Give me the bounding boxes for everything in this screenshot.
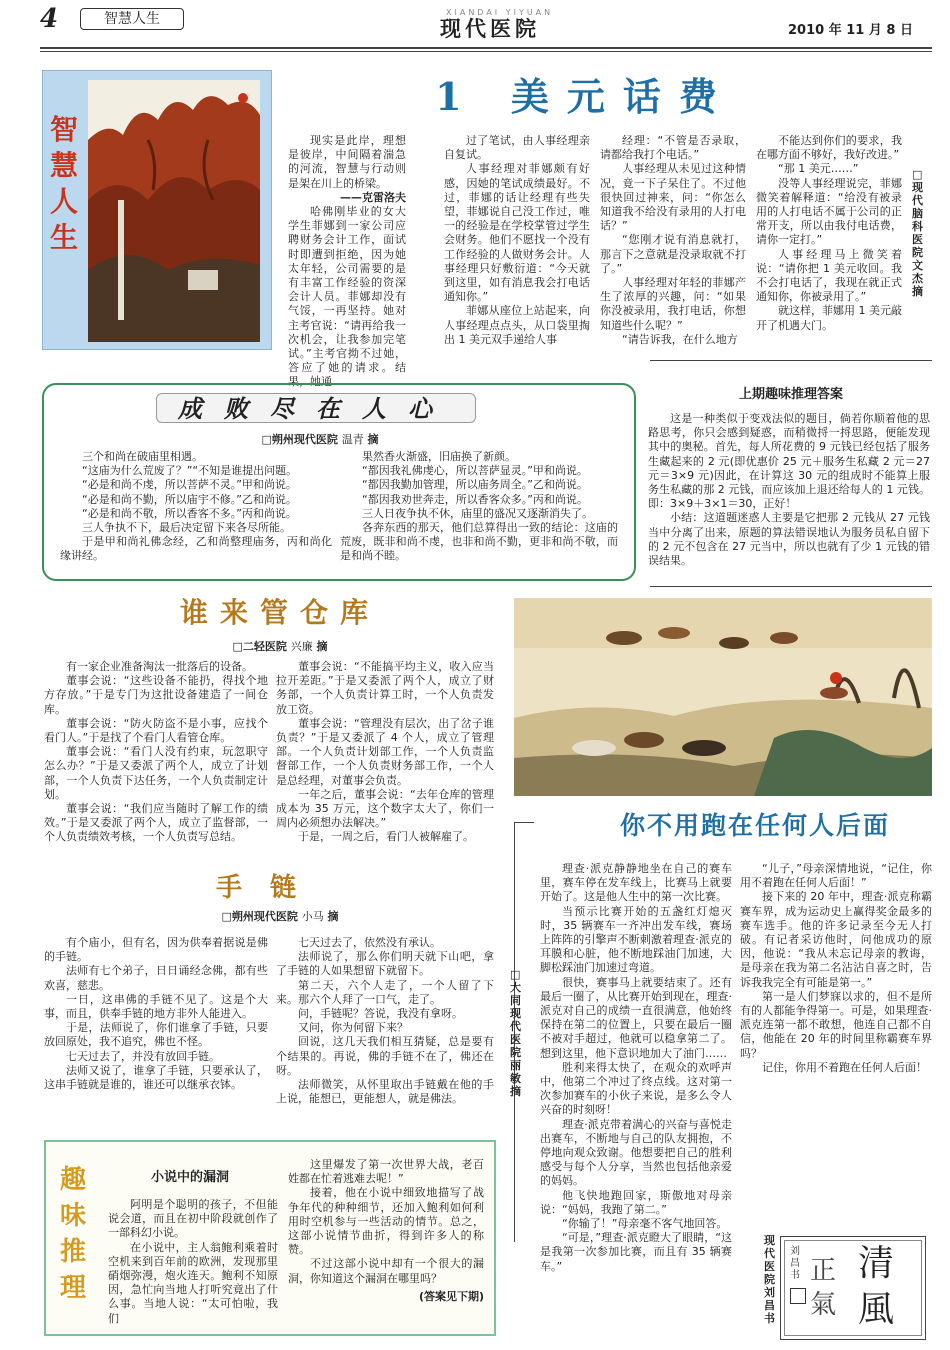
a2-paragraph: “都因我勤加管理，所以庙务周全。”乙和尚说。 [362, 478, 588, 492]
a6-paragraph: 很快，赛事马上就要结束了。还有最后一圈了，从比赛开始到现在，理查·派克对自己的成绩一直很满意，他始终保持在第二的位置上，只要在最后一圈不被对手超过，他就可以稳拿第二了。想到这里，他下意识地加大了油门…… [540, 975, 732, 1060]
a6-paragraph: 第一是人们梦寐以求的，但不是所有的人都能争得第一。可是，如果理查·派克连第一都不敢想，他连自己都不自信，他能在 20 年的时间里称霸赛车界吗？ [740, 989, 932, 1060]
a2-paragraph: 三人日夜争执不休，庙里的盛况又逐渐消失了。 [362, 506, 593, 520]
a5-title: 手链 [215, 873, 324, 903]
a5-paragraph: 七天过去了，依然没有承认。 [298, 936, 441, 949]
banner-label: 智慧人生 [50, 113, 79, 254]
a2-paragraph: 三个和尚在破庙里相遇。 [82, 450, 203, 463]
a4-paragraph: 有一家企业准备淘汰一批落后的设备。 [66, 660, 253, 673]
a6-col1 [540, 862, 732, 1274]
a2-col1 [60, 450, 332, 564]
article-title-one-dollar: 1 美元话费 [435, 74, 735, 119]
a3-title: 上期趣味推理答案 [738, 387, 843, 402]
a7-title: 小说中的漏洞 [150, 1170, 229, 1185]
a4-byline-act: 摘 [316, 640, 328, 653]
a2-paragraph: 各奔东西的那天，他们总算得出一致的结论：这庙的荒废，既非和尚不虔，也非和尚不勤，更非和尚不敬，而是和尚不睦。 [340, 521, 618, 563]
a4-byline-org: □二轻医院 [232, 640, 287, 653]
a5-paragraph: 法师又说了，谁拿了手链，只要承认了，这串手链就是谁的，谁还可以继承衣钵。 [44, 1063, 268, 1092]
a2-paragraph: “必是和尚不敬，所以香客不多。”丙和尚说。 [82, 506, 297, 520]
a1-paragraph: 经理：“不管是否录取，请都给我打个电话。” [600, 134, 746, 162]
a1-byline-vertical: □现代脑科医院 文杰 摘 [912, 168, 923, 298]
a5-byline-org: □朔州现代医院 [221, 910, 298, 923]
a7-paragraph: 接着，他在小说中细致地描写了战争年代的种种细节，还加入鲍利如何利用时空机参与一些活动的情节。总之，这部小说情节曲折，得到许多人的称赞。 [288, 1186, 484, 1257]
a1-paragraph: 没等人事经理说完，菲娜微笑着解释道：“给没有被录用的人打电话不属于公司的正常开支，所以由我付电话费，请你一定打。” [756, 176, 902, 247]
a6-paragraph: 记住，你用不着跑在任何人后面！ [762, 1060, 927, 1074]
a2-byline-org: □朔州现代医院 [261, 433, 338, 446]
a3-rule-bottom [650, 586, 932, 587]
a6-title: 你不用跑在任何人后面 [619, 811, 890, 840]
a5-paragraph: 七天过去了，并没有放回手链。 [66, 1049, 220, 1063]
a7-col1 [108, 1198, 278, 1326]
a1-col2 [444, 134, 590, 347]
a4-byline [160, 640, 400, 654]
a1-paragraph: 人事经理对年轻的菲娜产生了浓厚的兴趣，问：“如果你没被录用，我打电话，你想知道些什么呢？” [600, 276, 746, 332]
a7-paragraph: 不过这部小说中却有一个很大的漏洞，你知道这个漏洞在哪里吗？ [288, 1257, 484, 1285]
a2-col2 [340, 450, 618, 564]
a5-col1 [44, 936, 268, 1092]
a6-paragraph: “你输了！”母亲毫不客气地回答。 [562, 1217, 728, 1231]
a1-paragraph: 人事经理对菲娜颇有好感，因她的笔试成绩最好。不过，菲娜的话让经理有些失望，菲娜说自己没工作过，唯一的经验是在学校掌管过学生会财务。他们不愿找一个没有工作经验的人做财务会计。人事经理只好敷衍道：“今天就到这里，如有消息我会打电话通知你。” [444, 162, 590, 304]
a1-paragraph: 菲娜从座位上站起来，向人事经理点点头，从口袋里掏出 1 美元双手递给人事 [444, 304, 590, 346]
a5-paragraph: 第二天，六个人走了，一个人留了下来。那六个人拜了一口气，走了。 [276, 978, 494, 1006]
a2-paragraph: “必是和尚不虔，所以菩萨不灵。”甲和尚说。 [82, 478, 297, 492]
a2-paragraph: “都因我礼佛虔心，所以菩萨显灵。”甲和尚说。 [362, 464, 588, 478]
paper-pinyin: XIANDAI YIYUAN [446, 8, 554, 17]
a2-byline-name: 温青 [341, 433, 364, 446]
a2-byline-act: 摘 [367, 433, 379, 446]
a2-paragraph: 三人争执不下，最后决定留下来各尽所能。 [82, 521, 291, 535]
header-rule-thin [40, 51, 932, 52]
a4-paragraph: 董事会说：“我们应当随时了解工作的绩效。”于是又委派了两个人，成立了监督部，一个人负责绩效考核，一个人负责写总结。 [44, 802, 268, 844]
a1-paragraph: “您刚才说有消息就打，那言下之意就是没录取就不打了。” [600, 233, 746, 275]
calligraphy-char: 氣 [810, 1290, 837, 1320]
a5-paragraph: 一日，这串佛的手链不见了。这是个大事，而且，供奉手链的地方非外人能进入。 [44, 992, 268, 1021]
a7-paragraph: 在小说中，主人翁鲍利乘着时空机来到百年前的欧洲，发现那里硝烟弥漫，炮火连天。鲍利不知原因，急忙向当地人打听究竟出了什么事。当地人说：“太可怕啦，我们 [108, 1240, 278, 1325]
a1-quote-author: ——克雷洛夫 [340, 190, 406, 204]
a3-body [648, 412, 930, 568]
a4-byline-name: 兴廉 [290, 640, 313, 653]
a1-col4 [756, 134, 902, 333]
a2-paragraph: 于是甲和尚礼佛念经，乙和尚整理庙务，丙和尚化缘讲经。 [60, 535, 332, 563]
a2-paragraph: “都因我劝世奔走，所以香客众多。”丙和尚说。 [362, 492, 588, 506]
a5-paragraph: 法师说了，那么你们明天就下山吧，拿了手链的人如果想留下就留下。 [276, 950, 494, 978]
a1-paragraph: 人事经理从未见过这种情况，竟一下子呆住了。不过他很快回过神来，问：“你怎么知道我不给没有录用的人打电话？” [600, 162, 746, 233]
a5-paragraph: 法师微笑，从怀里取出手链戴在他的手上说，能想已，更能想人，就是佛法。 [276, 1078, 494, 1106]
a4-paragraph: 于是，一周之后，看门人被解雇了。 [298, 830, 474, 844]
a6-paragraph: “儿子，”母亲深情地说，“记住，你用不着跑在任何人后面！” [740, 862, 932, 890]
a6-paragraph: 当预示比赛开始的五盏红灯熄灭时，35 辆赛车一齐冲出发车线，赛场上阵阵的引擎声不断刺激着理查·派克的耳膜和心脏，他不断地踩油门加速，大脚松踩油门加速过弯道。 [540, 904, 732, 975]
a5-paragraph: 有个庙小，但有名，因为供奉着据说是佛的手链。 [44, 936, 268, 964]
a6-paragraph: 胜利来得太快了，在观众的欢呼声中，他第二个冲过了终点线。这对第一次参加赛车的小伙子来说，是多么令人兴奋的时刻呀！ [540, 1060, 732, 1117]
a6-paragraph: “可是，”理查·派克瞪大了眼睛，“这是我第一次参加比赛，而且有 35 辆赛车。” [540, 1231, 732, 1273]
a5-paragraph: 回说，这几天我们相互猜疑，总是要有个结果的。再说，佛的手链不在了，佛还在呀。 [276, 1035, 494, 1077]
calligraphy-char: 清 [858, 1243, 895, 1284]
a2-title: 成败尽在人心 [178, 394, 454, 423]
a6-byline-vertical: □大同现代医院 丽敏 摘 [510, 968, 521, 1098]
a1-paragraph: 不能达到你们的要求，我在哪方面不够好，我好改进。” [756, 134, 902, 162]
a3-paragraph: 这是一种类似于变戏法似的题目，倘若你顺着他的思路思考，你只会感到疑惑，而稍微捋一捋思路，便能发现其中的奥秘。首先，每人所花费的 9 元钱已经包括了服务生藏起来的 2 元(即优惠价 25 元＋服务生私藏 2 元＝27 元＝3×9 元)因此，在计算这 30 元的组成时不能算上服务生私藏的那 2 元钱，而应该加上退还给每人的 1 元钱。即：3×9＋3×1＝30，正好！ [648, 412, 930, 511]
a1-col1 [288, 134, 406, 390]
a1-paragraph: 过了笔试，由人事经理亲自复试。 [444, 134, 590, 162]
a6-paragraph: 理查·派克静静地坐在自己的赛车里，赛车停在发车线上，比赛马上就要开始了。这是他人生中的第一次比赛。 [540, 862, 732, 904]
a3-rule-top [650, 360, 932, 361]
a5-paragraph: 法师有七个弟子，日日诵经念佛，都有些欢喜，慈悲。 [44, 964, 268, 992]
a5-byline-act: 摘 [327, 910, 339, 923]
a5-col2 [276, 936, 494, 1106]
a7-col2 [288, 1158, 484, 1304]
calligraphy-char: 風 [858, 1289, 895, 1330]
section-label: 智慧人生 [80, 8, 184, 30]
a2-paragraph: “这庙为什么荒废了？”“不知是谁提出问题。 [82, 464, 298, 478]
a4-paragraph: 董事会说：“这些设备不能扔，得找个地方存放。”于是专门为这批设备建造了一间仓库。 [44, 674, 268, 716]
a5-paragraph: 又问，你为何留下来？ [298, 1021, 408, 1035]
calligraphy-char: 正 [810, 1256, 837, 1286]
calligraphy-signature: 刘昌书 [790, 1246, 800, 1281]
a1-quote: 现实是此岸，理想是彼岸，中间隔着湍急的河流，智慧与行动则是架在川上的桥梁。 [288, 134, 406, 190]
a5-byline-name: 小马 [301, 910, 324, 923]
a1-paragraph: “请告诉我，在什么地方 [622, 332, 738, 346]
a7-paragraph: 这里爆发了第一次世界大战，老百姓都在忙着逃难去呢！” [288, 1158, 484, 1186]
paper-name: 现代医院 [440, 16, 540, 41]
a1-paragraph: 人事经理马上微笑着说：“请你把 1 美元收回。我不会打电话了，我现在就正式通知你，你被录用了。” [756, 247, 902, 304]
a1-col3 [600, 134, 746, 347]
a2-paragraph: 果然香火渐盛，旧庙换了新颜。 [362, 450, 516, 463]
a6-paragraph: 他飞快地跑回家，斯傲地对母亲说：“妈妈，我跑了第二。” [540, 1188, 732, 1216]
a2-byline [200, 433, 440, 447]
a7-answer-note: (答案见下期) [418, 1289, 484, 1303]
a6-paragraph: 接下来的 20 年中，理查·派克称霸赛车界，成为运动史上赢得奖金最多的赛车选手。他的许多记录至今无人打破。有记者采访他时，问他成功的原因，他说：“我从未忘记母亲的教诲，是母亲在我为第二名沾沾自喜之时，告诉我我完全有可能是第一。” [740, 890, 932, 989]
a8-byline-vertical: 现代医院 刘昌 书 [764, 1234, 775, 1325]
a5-paragraph: 问，手链呢？答说，我没有拿呀。 [298, 1007, 463, 1021]
a6-paragraph: 理查·派克带着满心的兴奋与喜悦走出赛车，不断地与自己的队友拥抱，不停地向观众致谢。他想要把自己的胜利感受与每个人分享，当然也包括他亲爱的妈妈。 [540, 1117, 732, 1188]
a3-paragraph: 小结：这道题迷惑人主要是它把那 2 元钱从 27 元钱当中分离了出来，原题的算法错误地认为服务员私自留下的 2 元不包含在 27 元当中，所以也就有了少 1 元钱的错误结果。 [648, 511, 930, 568]
a4-title: 谁来管仓库 [179, 596, 380, 629]
a4-paragraph: 一年之后，董事会说：“去年仓库的管理成本为 35 万元，这个数字太大了，你们一周内必须想办法解决。” [276, 787, 494, 830]
a5-byline [160, 910, 400, 924]
a4-col2 [276, 660, 494, 845]
a4-paragraph: 董事会说：“不能搞平均主义，收入应当拉开差距。”于是又委派了两个人，成立了财务部，一个人负责计算工时，一个人负责发放工资。 [276, 660, 494, 716]
a4-paragraph: 董事会说：“看门人没有约束，玩忽职守怎么办？”于是又委派了两个人，成立了计划部，一个人负责下达任务，一个人负责制定计划。 [44, 745, 268, 801]
a5-paragraph: 于是，法师说了，你们谁拿了手链，只要放回原处，我不追究，佛也不怪。 [44, 1021, 268, 1049]
issue-date: 2010 年 11 月 8 日 [788, 23, 913, 38]
a4-col1 [44, 660, 268, 845]
horses-painting-image [514, 598, 932, 796]
a2-paragraph: “必是和尚不勤，所以庙宇不修。”乙和尚说。 [82, 492, 297, 506]
a4-paragraph: 董事会说：“管理没有层次，出了岔子谁负责？”于是又委派了 4 个人，成立了管理部。一个人负责计划部工作，一个人负责监督部工作，一个人负责财务部工作，一个人是总经理，对董事会负责。 [276, 716, 494, 787]
page-number: 4 [40, 4, 59, 34]
a7-label: 趣味推理 [60, 1165, 87, 1303]
a4-paragraph: 董事会说：“防火防盗不是小事，应找个看门人。”于是找了个看门人看管仓库。 [44, 716, 268, 745]
landscape-painting-image [88, 80, 260, 342]
a1-paragraph: “那 1 美元……” [778, 162, 859, 176]
a1-paragraph: 就这样，菲娜用 1 美元敲开了机遇大门。 [756, 304, 902, 332]
a7-paragraph: 阿明是个聪明的孩子，不但能说会道，而且在初中阶段就创作了一部科幻小说。 [108, 1198, 278, 1240]
a6-col2 [740, 862, 932, 1075]
a1-paragraph: 哈佛刚毕业的女大学生菲娜到一家公司应聘财务会计工作，面试时即遭到拒绝，因为她太年轻，公司需要的是有丰富工作经验的资深会计人员。菲娜却没有气馁，一再坚持。她对主考官说：“请再给我一次机会，让我参加完笔试。”主考官拗不过她，答应了她的请求。结果，她通 [288, 205, 406, 389]
header-rule [40, 47, 932, 49]
calligraphy-seal [790, 1288, 806, 1304]
